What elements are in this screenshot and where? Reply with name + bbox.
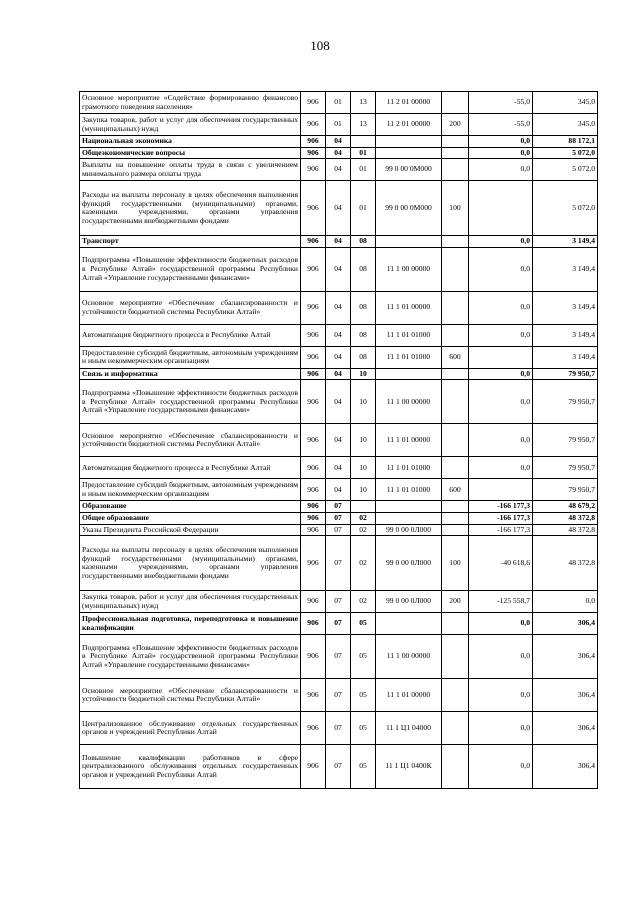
row-name-cell: Общеэкономические вопросы <box>80 147 301 159</box>
row-code-cell: 906 <box>301 92 326 114</box>
row-name-cell: Основное мероприятие «Обеспечение сбалансированности и устойчивости бюджетной системы Республики Алтай» <box>80 679 301 712</box>
row-total-cell: 48 372,8 <box>533 524 598 536</box>
row-subsection-cell: 05 <box>351 679 376 712</box>
row-change-cell: -55,0 <box>469 92 533 114</box>
row-subsection-cell: 02 <box>351 536 376 591</box>
row-subsection-cell <box>351 136 376 148</box>
row-name-cell: Связь и информатика <box>80 368 301 380</box>
table-row <box>80 291 598 324</box>
row-total-cell: 3 149,4 <box>533 346 598 368</box>
row-expense-type-cell <box>442 424 469 457</box>
row-expense-type-cell: 200 <box>442 114 469 136</box>
row-total-cell: 79 950,7 <box>533 457 598 479</box>
row-target-cell: 99 0 00 0Л000 <box>376 536 442 591</box>
row-total-cell: 3 149,4 <box>533 291 598 324</box>
row-target-cell: 99 0 00 0Л000 <box>376 524 442 536</box>
row-total-cell: 79 950,7 <box>533 380 598 424</box>
row-section-cell: 07 <box>326 679 351 712</box>
row-name-cell: Предоставление субсидий бюджетным, автономным учреждениям и иным некоммерческим организациям <box>80 346 301 368</box>
row-name-cell: Образование <box>80 501 301 513</box>
row-code-cell: 906 <box>301 247 326 291</box>
row-target-cell: 11 1 00 00000 <box>376 380 442 424</box>
table-row <box>80 712 598 745</box>
table-row <box>80 346 598 368</box>
row-name-cell: Профессиональная подготовка, переподготовка и повышение квалификации <box>80 613 301 635</box>
row-target-cell: 11 1 Ц1 0400К <box>376 745 442 789</box>
row-expense-type-cell <box>442 501 469 513</box>
table-row <box>80 247 598 291</box>
row-change-cell: 0,0 <box>469 291 533 324</box>
table-row <box>80 181 598 236</box>
row-subsection-cell: 13 <box>351 114 376 136</box>
row-expense-type-cell <box>442 159 469 181</box>
row-change-cell: -166 177,3 <box>469 512 533 524</box>
row-code-cell: 906 <box>301 479 326 501</box>
row-total-cell: 5 072,0 <box>533 181 598 236</box>
table-row <box>80 524 598 536</box>
row-code-cell: 906 <box>301 291 326 324</box>
row-expense-type-cell <box>442 136 469 148</box>
row-total-cell: 79 950,7 <box>533 479 598 501</box>
budget-table <box>79 91 598 789</box>
row-name-cell: Выплаты на повышение оплаты труда в связи с увеличением минимального размера оплаты труда <box>80 159 301 181</box>
row-section-cell: 04 <box>326 136 351 148</box>
row-name-cell: Общее образование <box>80 512 301 524</box>
table-row <box>80 679 598 712</box>
row-code-cell: 906 <box>301 745 326 789</box>
row-name-cell: Подпрограмма «Повышение эффективности бюджетных расходов в Республике Алтай» государственной программы Республики Алтай «Управление государственными финансами» <box>80 635 301 679</box>
row-target-cell <box>376 368 442 380</box>
row-expense-type-cell <box>442 147 469 159</box>
row-code-cell: 906 <box>301 181 326 236</box>
row-change-cell <box>469 479 533 501</box>
row-target-cell: 99 0 00 0Л000 <box>376 591 442 613</box>
row-change-cell: -166 177,3 <box>469 524 533 536</box>
row-total-cell: 3 149,4 <box>533 247 598 291</box>
row-target-cell <box>376 613 442 635</box>
row-subsection-cell <box>351 501 376 513</box>
row-name-cell: Закупка товаров, работ и услуг для обеспечения государственных (муниципальных) нужд <box>80 591 301 613</box>
row-section-cell: 04 <box>326 291 351 324</box>
row-target-cell: 11 1 01 01000 <box>376 479 442 501</box>
table-row <box>80 457 598 479</box>
row-name-cell: Транспорт <box>80 236 301 248</box>
row-code-cell: 906 <box>301 147 326 159</box>
row-section-cell: 04 <box>326 247 351 291</box>
table-row <box>80 613 598 635</box>
row-code-cell: 906 <box>301 524 326 536</box>
row-target-cell <box>376 236 442 248</box>
row-section-cell: 04 <box>326 368 351 380</box>
row-section-cell: 07 <box>326 501 351 513</box>
table-row <box>80 368 598 380</box>
row-code-cell: 906 <box>301 635 326 679</box>
row-expense-type-cell <box>442 247 469 291</box>
row-total-cell: 306,4 <box>533 679 598 712</box>
row-target-cell: 11 1 01 01000 <box>376 457 442 479</box>
row-section-cell: 07 <box>326 635 351 679</box>
row-section-cell: 04 <box>326 380 351 424</box>
row-code-cell: 906 <box>301 613 326 635</box>
row-section-cell: 07 <box>326 524 351 536</box>
row-change-cell: 0,0 <box>469 147 533 159</box>
row-target-cell: 11 1 01 00000 <box>376 679 442 712</box>
row-name-cell: Основное мероприятие «Содействие формированию финансово грамотного поведения населения» <box>80 92 301 114</box>
row-target-cell: 11 1 01 00000 <box>376 291 442 324</box>
row-change-cell <box>469 181 533 236</box>
row-target-cell: 11 1 Ц1 04000 <box>376 712 442 745</box>
row-subsection-cell: 08 <box>351 346 376 368</box>
row-name-cell: Указы Президента Российской Федерации <box>80 524 301 536</box>
row-section-cell: 04 <box>326 346 351 368</box>
row-subsection-cell: 08 <box>351 236 376 248</box>
row-subsection-cell: 05 <box>351 712 376 745</box>
table-row <box>80 147 598 159</box>
row-total-cell: 48 372,8 <box>533 512 598 524</box>
row-target-cell: 11 2 01 00000 <box>376 114 442 136</box>
row-total-cell: 5 072,0 <box>533 147 598 159</box>
row-subsection-cell: 08 <box>351 324 376 346</box>
row-change-cell: 0,0 <box>469 324 533 346</box>
row-change-cell: 0,0 <box>469 136 533 148</box>
row-name-cell: Централизованное обслуживание отдельных государственных органов и учреждений Республики Алтай <box>80 712 301 745</box>
table-row <box>80 536 598 591</box>
row-total-cell: 345,0 <box>533 114 598 136</box>
row-change-cell: 0,0 <box>469 712 533 745</box>
row-code-cell: 906 <box>301 424 326 457</box>
row-total-cell: 0,0 <box>533 591 598 613</box>
row-target-cell <box>376 136 442 148</box>
row-expense-type-cell <box>442 679 469 712</box>
row-subsection-cell: 01 <box>351 147 376 159</box>
row-total-cell: 48 679,2 <box>533 501 598 513</box>
table-row <box>80 159 598 181</box>
row-subsection-cell: 13 <box>351 92 376 114</box>
row-section-cell: 07 <box>326 536 351 591</box>
table-row <box>80 324 598 346</box>
row-target-cell <box>376 501 442 513</box>
row-name-cell: Подпрограмма «Повышение эффективности бюджетных расходов в Республике Алтай» государственной программы Республики Алтай «Управление государственными финансами» <box>80 380 301 424</box>
row-expense-type-cell <box>442 524 469 536</box>
row-total-cell: 79 950,7 <box>533 368 598 380</box>
row-target-cell: 11 1 01 01000 <box>376 324 442 346</box>
row-expense-type-cell <box>442 712 469 745</box>
row-expense-type-cell <box>442 457 469 479</box>
row-code-cell: 906 <box>301 679 326 712</box>
row-change-cell: 0,0 <box>469 159 533 181</box>
row-code-cell: 906 <box>301 159 326 181</box>
table-row <box>80 380 598 424</box>
row-target-cell: 11 1 00 00000 <box>376 635 442 679</box>
row-target-cell <box>376 512 442 524</box>
table-row <box>80 236 598 248</box>
row-total-cell: 306,4 <box>533 613 598 635</box>
row-total-cell: 88 172,1 <box>533 136 598 148</box>
row-change-cell: 0,0 <box>469 635 533 679</box>
row-expense-type-cell <box>442 380 469 424</box>
page-number: 108 <box>310 38 330 53</box>
row-expense-type-cell <box>442 368 469 380</box>
row-change-cell: 0,0 <box>469 745 533 789</box>
table-row <box>80 512 598 524</box>
table-row <box>80 136 598 148</box>
row-section-cell: 01 <box>326 114 351 136</box>
row-total-cell: 79 950,7 <box>533 424 598 457</box>
table-row <box>80 92 598 114</box>
row-code-cell: 906 <box>301 591 326 613</box>
row-expense-type-cell <box>442 324 469 346</box>
row-code-cell: 906 <box>301 712 326 745</box>
table-row <box>80 479 598 501</box>
row-section-cell: 04 <box>326 424 351 457</box>
row-change-cell: 0,0 <box>469 679 533 712</box>
row-subsection-cell: 08 <box>351 291 376 324</box>
row-section-cell: 07 <box>326 591 351 613</box>
row-expense-type-cell: 100 <box>442 181 469 236</box>
row-total-cell: 306,4 <box>533 635 598 679</box>
row-change-cell <box>469 346 533 368</box>
row-expense-type-cell <box>442 236 469 248</box>
row-subsection-cell: 01 <box>351 181 376 236</box>
row-subsection-cell: 10 <box>351 479 376 501</box>
row-expense-type-cell: 200 <box>442 591 469 613</box>
row-section-cell: 04 <box>326 181 351 236</box>
row-name-cell: Расходы на выплаты персоналу в целях обеспечения выполнения функций государственными (муниципальными) органами, казенными учреждениями, органами управления государственными внебюджетными фондами <box>80 536 301 591</box>
row-total-cell: 5 072,0 <box>533 159 598 181</box>
row-subsection-cell: 05 <box>351 745 376 789</box>
row-name-cell: Автоматизация бюджетного процесса в Республике Алтай <box>80 324 301 346</box>
table-row <box>80 501 598 513</box>
table-row <box>80 591 598 613</box>
row-change-cell: 0,0 <box>469 247 533 291</box>
row-total-cell: 48 372,8 <box>533 536 598 591</box>
row-section-cell: 04 <box>326 159 351 181</box>
row-code-cell: 906 <box>301 136 326 148</box>
row-target-cell: 11 1 01 01000 <box>376 346 442 368</box>
row-name-cell: Расходы на выплаты персоналу в целях обеспечения выполнения функций государственными (муниципальными) органами, казенными учреждениями, органами управления государственными внебюджетными фондами <box>80 181 301 236</box>
row-subsection-cell: 08 <box>351 247 376 291</box>
row-section-cell: 07 <box>326 512 351 524</box>
row-section-cell: 07 <box>326 745 351 789</box>
row-subsection-cell: 05 <box>351 635 376 679</box>
row-total-cell: 3 149,4 <box>533 236 598 248</box>
row-code-cell: 906 <box>301 114 326 136</box>
row-name-cell: Подпрограмма «Повышение эффективности бюджетных расходов в Республике Алтай» государственной программы Республики Алтай «Управление государственными финансами» <box>80 247 301 291</box>
row-subsection-cell: 10 <box>351 368 376 380</box>
row-target-cell: 11 1 01 00000 <box>376 424 442 457</box>
row-expense-type-cell <box>442 512 469 524</box>
row-change-cell: -55,0 <box>469 114 533 136</box>
row-change-cell: 0,0 <box>469 613 533 635</box>
row-change-cell: -125 558,7 <box>469 591 533 613</box>
row-expense-type-cell <box>442 635 469 679</box>
row-name-cell: Повышение квалификации работников в сфере централизованного обслуживания отдельных государственных органов и учреждений Республики Алтай <box>80 745 301 789</box>
row-section-cell: 04 <box>326 324 351 346</box>
row-code-cell: 906 <box>301 457 326 479</box>
row-target-cell: 99 0 00 0М000 <box>376 159 442 181</box>
table-row <box>80 745 598 789</box>
row-code-cell: 906 <box>301 380 326 424</box>
row-expense-type-cell <box>442 92 469 114</box>
row-expense-type-cell <box>442 613 469 635</box>
row-change-cell: -166 177,3 <box>469 501 533 513</box>
row-change-cell: 0,0 <box>469 424 533 457</box>
row-section-cell: 01 <box>326 92 351 114</box>
row-total-cell: 306,4 <box>533 745 598 789</box>
row-code-cell: 906 <box>301 236 326 248</box>
row-code-cell: 906 <box>301 512 326 524</box>
row-subsection-cell: 01 <box>351 159 376 181</box>
row-subsection-cell: 02 <box>351 512 376 524</box>
table-row <box>80 424 598 457</box>
row-code-cell: 906 <box>301 501 326 513</box>
row-target-cell: 99 0 00 0М000 <box>376 181 442 236</box>
row-name-cell: Основное мероприятие «Обеспечение сбалансированности и устойчивости бюджетной системы Республики Алтай» <box>80 291 301 324</box>
row-expense-type-cell <box>442 745 469 789</box>
row-subsection-cell: 05 <box>351 613 376 635</box>
row-subsection-cell: 02 <box>351 591 376 613</box>
table-row <box>80 114 598 136</box>
table-row <box>80 635 598 679</box>
row-total-cell: 345,0 <box>533 92 598 114</box>
row-code-cell: 906 <box>301 324 326 346</box>
row-name-cell: Основное мероприятие «Обеспечение сбалансированности и устойчивости бюджетной системы Республики Алтай» <box>80 424 301 457</box>
row-expense-type-cell <box>442 291 469 324</box>
row-change-cell: 0,0 <box>469 368 533 380</box>
row-code-cell: 906 <box>301 346 326 368</box>
row-subsection-cell: 10 <box>351 380 376 424</box>
row-expense-type-cell: 100 <box>442 536 469 591</box>
row-section-cell: 04 <box>326 479 351 501</box>
row-code-cell: 906 <box>301 368 326 380</box>
row-target-cell <box>376 147 442 159</box>
row-name-cell: Национальная экономика <box>80 136 301 148</box>
row-subsection-cell: 10 <box>351 424 376 457</box>
row-section-cell: 07 <box>326 712 351 745</box>
row-subsection-cell: 02 <box>351 524 376 536</box>
row-change-cell: 0,0 <box>469 236 533 248</box>
table-body <box>80 92 598 789</box>
row-name-cell: Предоставление субсидий бюджетным, автономным учреждениям и иным некоммерческим организациям <box>80 479 301 501</box>
row-change-cell: -40 618,6 <box>469 536 533 591</box>
row-total-cell: 3 149,4 <box>533 324 598 346</box>
row-section-cell: 04 <box>326 236 351 248</box>
row-expense-type-cell: 600 <box>442 479 469 501</box>
row-total-cell: 306,4 <box>533 712 598 745</box>
row-subsection-cell: 10 <box>351 457 376 479</box>
row-change-cell: 0,0 <box>469 380 533 424</box>
row-code-cell: 906 <box>301 536 326 591</box>
row-target-cell: 11 1 00 00000 <box>376 247 442 291</box>
row-section-cell: 07 <box>326 613 351 635</box>
row-section-cell: 04 <box>326 147 351 159</box>
row-expense-type-cell: 600 <box>442 346 469 368</box>
row-change-cell: 0,0 <box>469 457 533 479</box>
row-section-cell: 04 <box>326 457 351 479</box>
row-name-cell: Закупка товаров, работ и услуг для обеспечения государственных (муниципальных) нужд <box>80 114 301 136</box>
row-target-cell: 11 2 01 00000 <box>376 92 442 114</box>
row-name-cell: Автоматизация бюджетного процесса в Республике Алтай <box>80 457 301 479</box>
